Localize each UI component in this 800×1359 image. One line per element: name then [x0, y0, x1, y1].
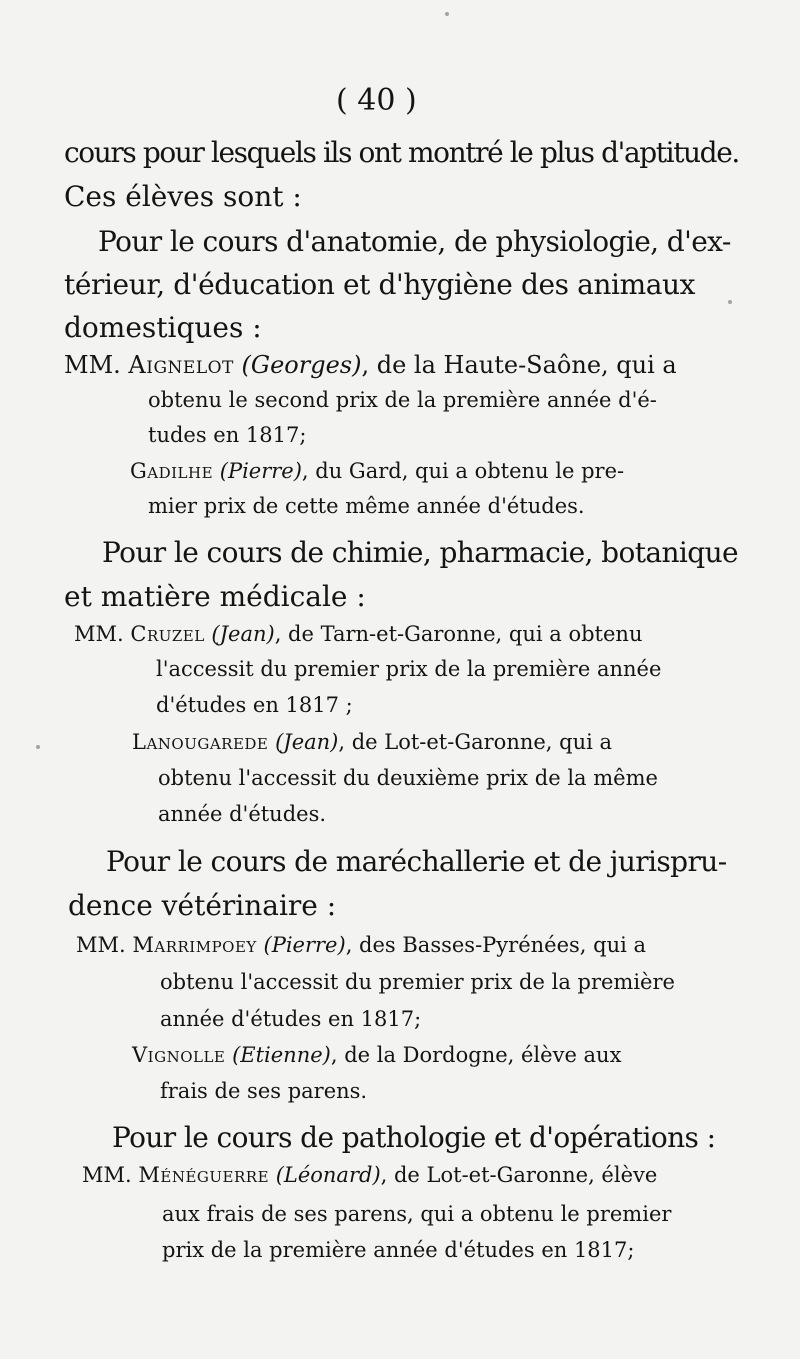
- entry-cruzel-line3: d'études en 1817 ;: [156, 693, 353, 717]
- section-heading-1b: térieur, d'éducation et d'hygiène des animaux: [64, 268, 696, 301]
- entry-name: Aignelot: [128, 351, 234, 379]
- entry-aignelot-line3: tudes en 1817;: [148, 423, 307, 447]
- entry-meneguerre-line1: [82, 1165, 657, 1186]
- entry-meneguerre-line3: prix de la première année d'études en 1817;: [162, 1238, 635, 1262]
- entry-cruzel-line2: l'accessit du premier prix de la première année: [156, 657, 662, 681]
- entry-vignolle-line1: [132, 1045, 621, 1066]
- entry-name: Cruzel: [130, 622, 205, 646]
- entry-lanougarede-line3: année d'études.: [158, 802, 327, 826]
- entry-marrimpoey-line2: obtenu l'accessit du premier prix de la première: [160, 970, 675, 994]
- section-heading-1a: Pour le cours d'anatomie, de physiologie, d'ex-: [98, 225, 731, 258]
- section-heading-3a: Pour le cours de maréchallerie et de jurispru-: [106, 845, 727, 878]
- section-heading-3b: dence vétérinaire :: [68, 889, 337, 922]
- scan-speck: [728, 300, 732, 304]
- entry-text: , de Tarn-et-Garonne, qui a obtenu: [274, 622, 643, 646]
- entry-text: , des Basses-Pyrénées, qui a: [345, 933, 647, 957]
- section-heading-2a: Pour le cours de chimie, pharmacie, botanique: [102, 536, 739, 569]
- entry-text: , de la Dordogne, élève aux: [330, 1043, 622, 1067]
- entry-gadilhe-line1: [130, 461, 624, 482]
- entry-text: , de Lot-et-Garonne, qui a: [338, 730, 613, 754]
- entry-meneguerre-line2: aux frais de ses parens, qui a obtenu le premier: [162, 1202, 672, 1226]
- entry-firstname: (Georges): [241, 351, 362, 379]
- entry-gadilhe-line2: mier prix de cette même année d'études.: [148, 494, 585, 518]
- entry-prefix: MM.: [82, 1163, 132, 1187]
- entry-cruzel-line1: [74, 624, 642, 645]
- entry-name: Ménéguerre: [138, 1163, 270, 1187]
- entry-text: , de Lot-et-Garonne, élève: [380, 1163, 658, 1187]
- entry-name: Gadilhe: [130, 459, 214, 483]
- entry-firstname: (Léonard): [275, 1163, 381, 1187]
- entry-prefix: MM.: [74, 622, 124, 646]
- section-heading-1c: domestiques :: [64, 311, 262, 344]
- section-heading-4: Pour le cours de pathologie et d'opérations :: [112, 1121, 716, 1154]
- entry-lanougarede-line2: obtenu l'accessit du deuxième prix de la même: [158, 766, 658, 790]
- entry-lanougarede-line1: [132, 732, 612, 753]
- entry-marrimpoey-line1: [76, 935, 646, 956]
- entry-name: Marrimpoey: [132, 933, 257, 957]
- scan-speck: [36, 745, 40, 749]
- entry-aignelot-line1: [64, 353, 677, 377]
- section-heading-2b: et matière médicale :: [64, 580, 366, 613]
- entry-firstname: (Pierre): [263, 933, 346, 957]
- entry-name: Vignolle: [132, 1043, 226, 1067]
- entry-firstname: (Pierre): [219, 459, 302, 483]
- page-number: ( 40 ): [336, 83, 417, 118]
- text-line-2: Ces élèves sont :: [64, 180, 302, 213]
- entry-prefix: MM.: [76, 933, 126, 957]
- entry-firstname: (Jean): [211, 622, 275, 646]
- entry-prefix: MM.: [64, 351, 121, 379]
- scan-speck: [445, 12, 449, 16]
- entry-text: , de la Haute-Saône, qui a: [361, 351, 677, 379]
- entry-firstname: (Jean): [275, 730, 339, 754]
- entry-name: Lanougarede: [132, 730, 269, 754]
- entry-vignolle-line2: frais de ses parens.: [160, 1079, 368, 1103]
- text-line-1: cours pour lesquels ils ont montré le plus d'aptitude.: [64, 136, 739, 169]
- entry-aignelot-line2: obtenu le second prix de la première année d'é-: [148, 388, 657, 412]
- entry-firstname: (Etienne): [232, 1043, 331, 1067]
- entry-marrimpoey-line3: année d'études en 1817;: [160, 1007, 422, 1031]
- entry-text: , du Gard, qui a obtenu le pre-: [301, 459, 625, 483]
